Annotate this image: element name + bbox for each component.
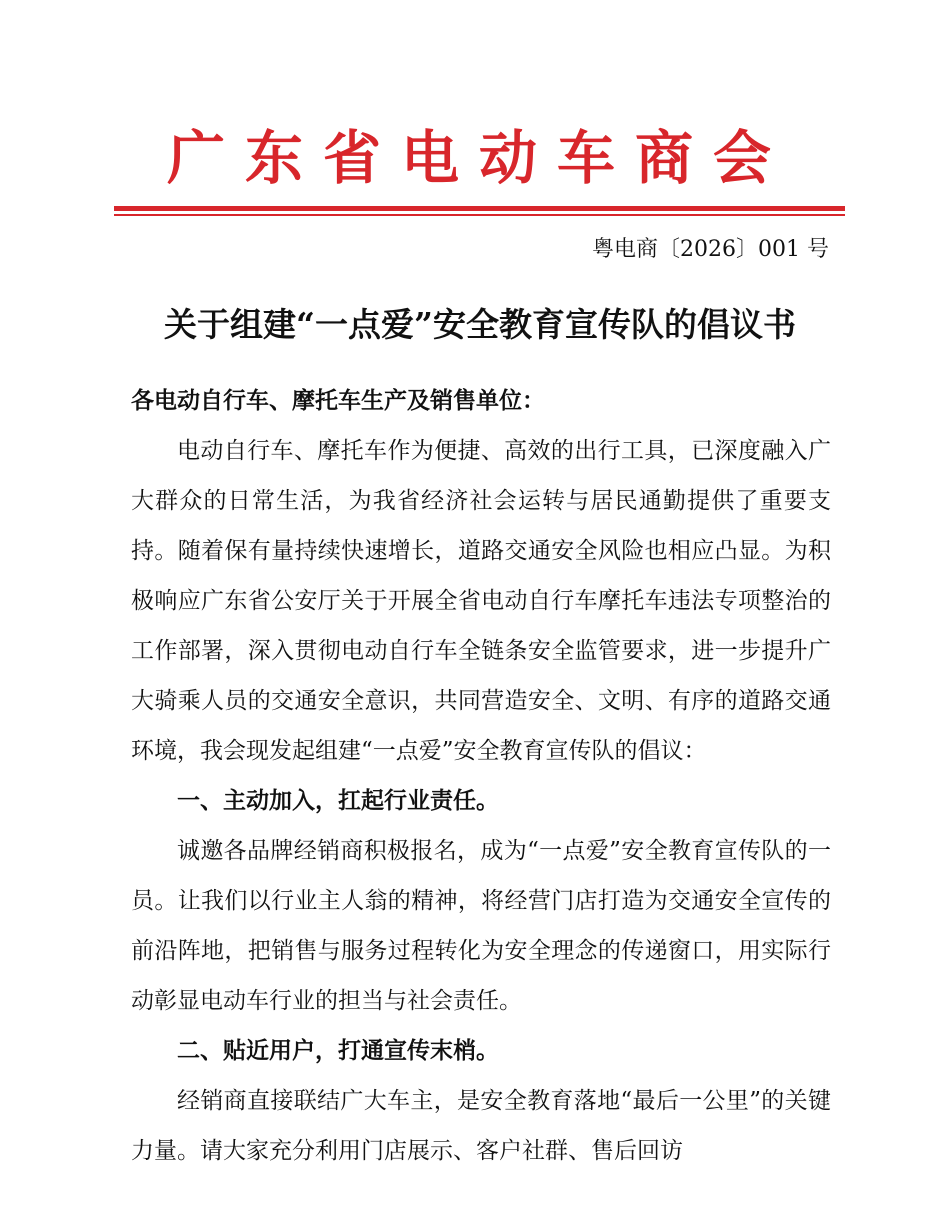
document-body xyxy=(131,376,831,1176)
document-title: 关于组建“一点爱”安全教育宣传队的倡议书 xyxy=(164,305,796,344)
section-heading-1: 一、主动加入，扛起行业责任。 xyxy=(177,787,499,814)
section-paragraph-1: 诚邀各品牌经销商积极报名，成为“一点爱”安全教育宣传队的一员。让我们以行业主人翁的精神，将经营门店打造为交通安全宣传的前沿阵地，把销售与服务过程转化为安全理念的传递窗口，用实际行动彰显电动车行业的担当与社会责任。 xyxy=(131,838,831,1014)
section-paragraph-2: 经销商直接联结广大车主，是安全教育落地“最后一公里”的关键力量。请大家充分利用门店展示、客户社群、售后回访 xyxy=(131,1088,831,1164)
section-heading-2: 二、贴近用户，打通宣传末梢。 xyxy=(177,1037,499,1064)
document-number: 粤电商〔2026〕001 号 xyxy=(592,237,829,262)
salutation: 各电动自行车、摩托车生产及销售单位： xyxy=(131,387,545,414)
letterhead-divider-thin xyxy=(114,214,845,216)
letterhead-divider-thick xyxy=(114,206,845,211)
organization-letterhead: 广东省电动车商会 xyxy=(166,124,791,192)
intro-paragraph: 电动自行车、摩托车作为便捷、高效的出行工具，已深度融入广大群众的日常生活，为我省经济社会运转与居民通勤提供了重要支持。随着保有量持续快速增长，道路交通安全风险也相应凸显。为积极响应广东省公安厅关于开展全省电动自行车摩托车违法专项整治的工作部署，深入贯彻电动自行车全链条安全监管要求，进一步提升广大骑乘人员的交通安全意识，共同营造安全、文明、有序的道路交通环境，我会现发起组建“一点爱”安全教育宣传队的倡议： xyxy=(131,438,831,764)
